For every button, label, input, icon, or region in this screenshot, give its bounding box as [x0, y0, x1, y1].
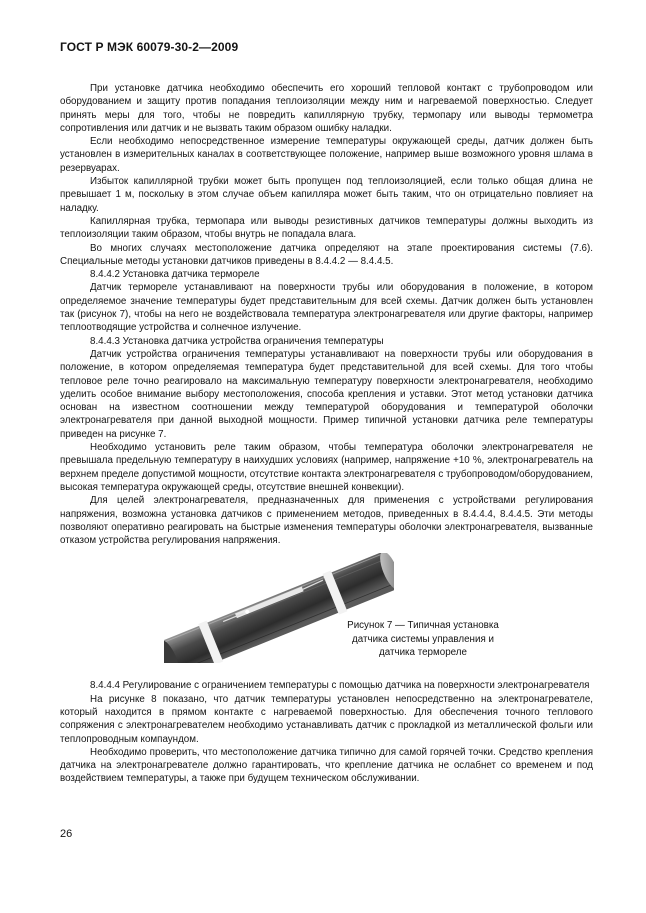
paragraph: Для целей электронагревателя, предназначенных для применения с устройствами регулирования напряжения, возможна установка датчиков с применением методов, приведенных в 8.4.4.4, 8.4.4.5. Эти методы позволяют оперативно реагировать на быстрые изменения температуры оболочки электронагревателя, вызванные отказом устройства регулирования напряжения. [60, 495, 593, 547]
paragraph: Необходимо установить реле таким образом, чтобы температура оболочки электронагревателя не превышала предельную температуру в наихудших условиях (например, напряжение +10 %, электронагреватель на верхнем пределе допустимой мощности, отсутствие контакта электронагревателя с трубопроводом/оборудованием, высокая температура окружающей среды, отсутствие внешней конвекции). [60, 442, 593, 493]
paragraph: Датчик термореле устанавливают на поверхности трубы или оборудования в положение, в котором определяемое значение температуры будет представительным для всей схемы. Датчик должен быть установлен так (рисунок 7), чтобы на него не воздействовала температура электронагревателя или другие факторы, например теплоотводящие устройства и солнечное излучение. [60, 282, 593, 334]
paragraph: При установке датчика необходимо обеспечить его хороший тепловой контакт с трубопроводом или оборудованием и защиту против попадания теплоизоляции между ним и нагреваемой поверхностью. Следует принять меры для того, чтобы не повредить капиллярную трубку, термопару или выводы термометра сопротивления или датчик и не вызвать таким образом ошибку наладки. [60, 83, 593, 134]
paragraph: Капиллярная трубка, термопара или выводы резистивных датчиков температуры должны выходить из теплоизоляции таким образом, чтобы внутрь не попадала влага. [60, 215, 593, 241]
paragraph: Во многих случаях местоположение датчика определяют на этапе проектирования системы (7.6). Специальные методы установки датчиков приведены в 8.4.4.2 — 8.4.4.5. [60, 242, 593, 267]
paragraph: Избыток капиллярной трубки может быть пропущен под теплоизоляцией, если только общая длина не превышает 1 м, поскольку в этом случае объем капилляра может быть таким, что он отрицательно повлияет на наладку. [60, 176, 593, 214]
page-number: 26 [60, 828, 73, 840]
section-heading-8442: 8.4.4.2 Установка датчика термореле [90, 269, 260, 281]
figure-caption: Рисунок 7 — Типичная установка датчика системы управления и датчика термореле [347, 620, 499, 658]
figure-7 [60, 553, 593, 665]
paragraph: Если необходимо непосредственное измерение температуры окружающей среды, датчик должен быть установлен в измерительных каналах в соответствующее положение, например выше возможного уровня шлама в резервуарах. [60, 136, 593, 174]
paragraph: Необходимо проверить, что местоположение датчика типично для самой горячей точки. Средство крепления датчика на электронагревателе должно гарантировать, что крепление датчика не ослабнет со временем и под воздействием температуры, а также при будущем техническом обслуживании. [60, 746, 593, 785]
page-content [60, 82, 593, 786]
section-heading-8444: 8.4.4.4 Регулирование с ограничением температуры с помощью датчика на поверхности электронагревателя [90, 680, 590, 692]
paragraph: Датчик устройства ограничения температуры устанавливают на поверхности трубы или оборудования в положение, в котором определяемая температура будет представительной для всей схемы. Для того чтобы тепловое реле точно реагировало на максимальную температуру поверхности электронагревателя, необходимо уделить особое внимание выбору местоположения, способа крепления и уставки. Этот метод установки датчика основан на известном соотношении между температурой оборудования и температурой оболочки электронагревателя при данной выходной мощности. Пример типичной установки датчика реле температуры приведен на рисунке 7. [60, 348, 593, 440]
section-heading-8443: 8.4.4.3 Установка датчика устройства ограничения температуры [90, 335, 384, 347]
paragraph: На рисунке 8 показано, что датчик температуры установлен непосредственно на электронагревателе, который находится в прямом контакте с нагреваемой поверхностью. Для обеспечения точного теплового сопряжения с электронагревателем необходимо устанавливать датчик с прокладкой из металлической фольги или теплопроводным компаундом. [60, 693, 593, 745]
document-header: ГОСТ Р МЭК 60079-30-2—2009 [60, 40, 239, 54]
